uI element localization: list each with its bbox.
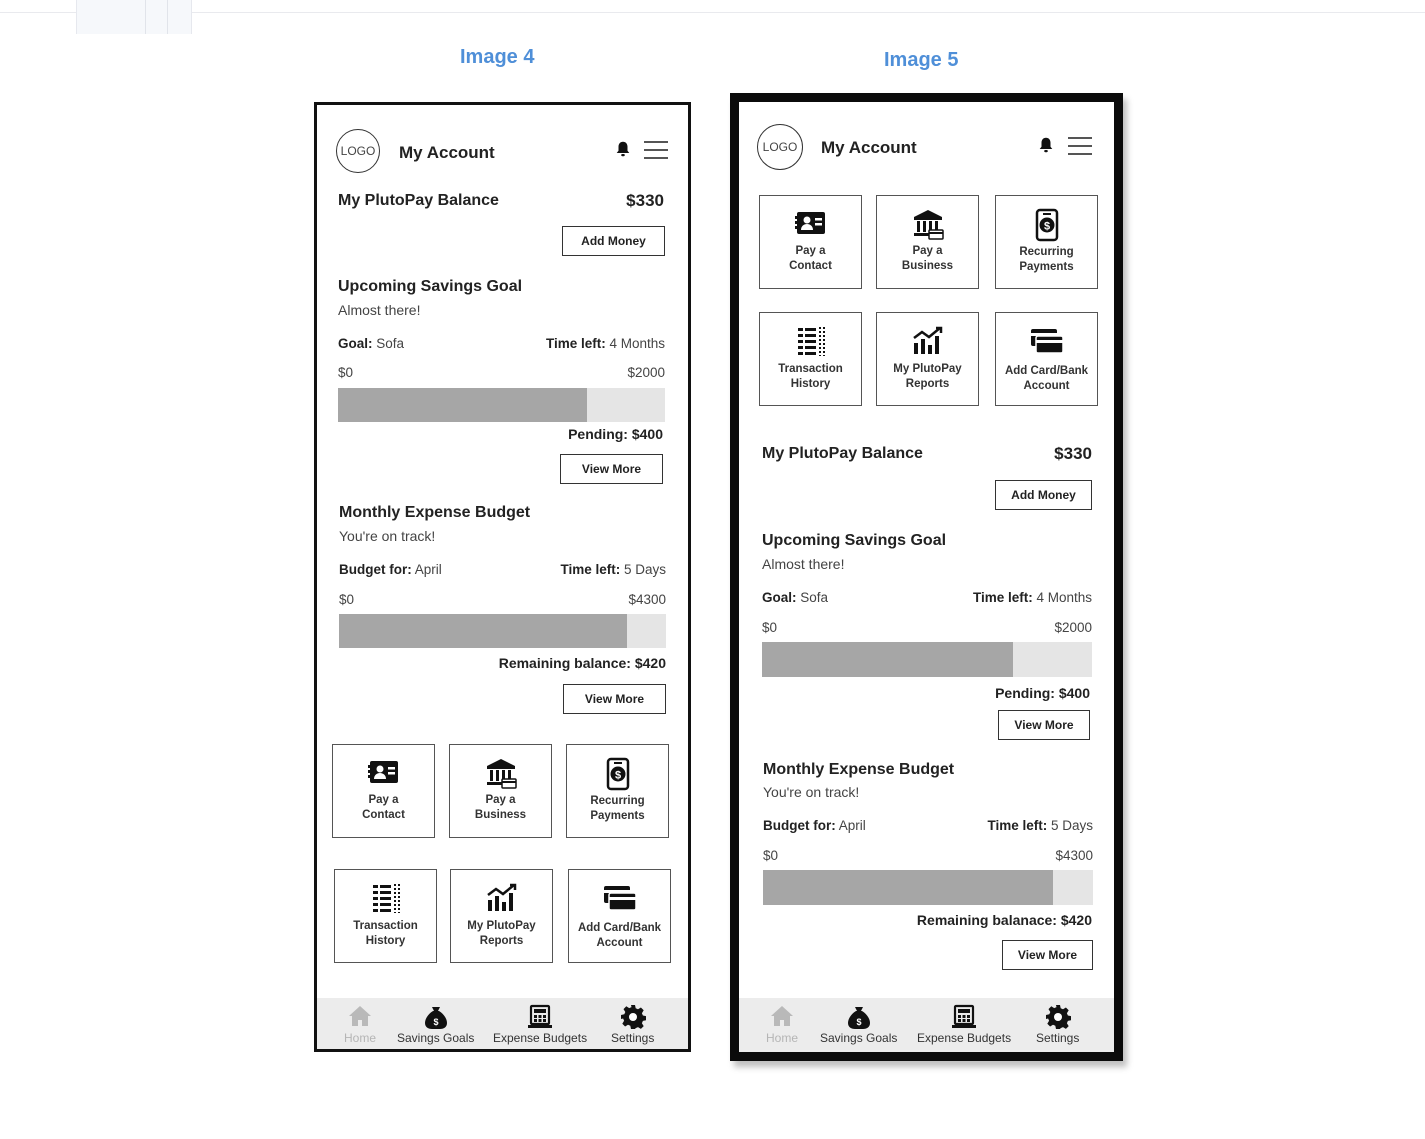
add-card-bank-tile[interactable]: Add Card/Bank Account	[995, 312, 1098, 406]
chart-icon	[911, 325, 945, 357]
savings-goal-name: Goal: Sofa	[338, 336, 405, 351]
gear-icon	[1045, 1004, 1071, 1030]
reports-tile[interactable]: My PlutoPay Reports	[876, 312, 979, 406]
recurring-payment-icon	[1032, 208, 1062, 242]
logo: LOGO	[757, 124, 803, 170]
budget-progress-fill	[339, 614, 627, 648]
bottom-nav	[739, 998, 1114, 1052]
savings-view-more-button[interactable]: View More	[560, 454, 663, 484]
bell-icon[interactable]	[614, 140, 632, 158]
savings-pending: Pending: $400	[995, 685, 1090, 701]
reports-tile[interactable]: My PlutoPay Reports	[450, 869, 553, 963]
budget-progress-fill	[763, 870, 1053, 905]
recurring-payment-icon	[603, 757, 633, 791]
pay-business-tile[interactable]: Pay a Business	[449, 744, 552, 838]
add-card-bank-tile[interactable]: Add Card/Bank Account	[568, 869, 671, 963]
phone-mockup-image-5	[730, 93, 1123, 1061]
budget-max: $4300	[1055, 848, 1093, 863]
nav-home[interactable]: Home	[344, 1004, 376, 1045]
logo: LOGO	[336, 129, 380, 173]
savings-progress-fill	[338, 388, 587, 422]
budget-month: Budget for: April	[763, 818, 866, 833]
budget-time-left: Time left: 5 Days	[987, 818, 1093, 833]
home-icon	[769, 1004, 795, 1028]
top-thumbnail-strip	[76, 0, 192, 34]
pay-business-tile[interactable]: Pay a Business	[876, 195, 979, 289]
savings-min: $0	[338, 365, 354, 380]
savings-progress-bar	[762, 642, 1092, 677]
home-icon	[347, 1004, 373, 1028]
gear-icon	[620, 1004, 646, 1030]
transaction-history-tile[interactable]: Transaction History	[759, 312, 862, 406]
add-money-button[interactable]: Add Money	[562, 226, 665, 256]
pay-contact-tile[interactable]: Pay a Contact	[332, 744, 435, 838]
list-icon	[369, 882, 403, 914]
image-5-label: Image 5	[884, 49, 959, 71]
savings-goal-status: Almost there!	[338, 302, 421, 318]
cards-icon	[602, 882, 638, 914]
balance-label: My PlutoPay Balance	[338, 192, 499, 209]
balance-label: My PlutoPay Balance	[762, 445, 923, 462]
budget-max: $4300	[628, 592, 666, 607]
budget-progress-bar	[763, 870, 1093, 905]
list-icon	[794, 325, 828, 357]
money-bag-icon	[846, 1004, 872, 1030]
hamburger-menu-icon[interactable]	[1068, 137, 1092, 155]
savings-max: $2000	[1054, 620, 1092, 635]
bottom-nav	[317, 998, 688, 1052]
savings-min: $0	[762, 620, 778, 635]
budget-progress-bar	[339, 614, 666, 648]
budget-status: You're on track!	[763, 784, 860, 800]
balance-amount: $330	[1054, 444, 1092, 463]
savings-progress-fill	[762, 642, 1013, 677]
page-title: My Account	[821, 138, 917, 157]
budget-title: Monthly Expense Budget	[763, 761, 955, 778]
budget-title: Monthly Expense Budget	[339, 504, 531, 521]
calculator-icon	[527, 1004, 553, 1030]
image-4-label: Image 4	[460, 46, 535, 68]
transaction-history-tile[interactable]: Transaction History	[334, 869, 437, 963]
phone-mockup-image-4	[314, 102, 691, 1052]
nav-home[interactable]: Home	[766, 1004, 798, 1045]
savings-goal-status: Almost there!	[762, 556, 845, 572]
bank-icon	[484, 757, 518, 789]
savings-time-left: Time left: 4 Months	[545, 336, 665, 351]
savings-max: $2000	[627, 365, 665, 380]
nav-expense-budgets[interactable]: Expense Budgets	[917, 1004, 1011, 1045]
savings-pending: Pending: $400	[568, 426, 663, 442]
contact-card-icon	[367, 757, 401, 787]
hamburger-menu-icon[interactable]	[644, 141, 668, 159]
nav-savings-goals[interactable]: Savings Goals	[820, 1004, 897, 1045]
contact-card-icon	[794, 208, 828, 238]
budget-view-more-button[interactable]: View More	[1002, 940, 1093, 970]
savings-time-left: Time left: 4 Months	[972, 590, 1092, 605]
budget-min: $0	[763, 848, 779, 863]
budget-remaining: Remaining balance: $420	[498, 655, 666, 671]
money-bag-icon	[423, 1004, 449, 1030]
budget-month: Budget for: April	[339, 562, 442, 577]
savings-goal-name: Goal: Sofa	[762, 590, 829, 605]
cards-icon	[1029, 325, 1065, 357]
savings-goal-title: Upcoming Savings Goal	[338, 278, 523, 295]
nav-settings[interactable]: Settings	[611, 1004, 654, 1045]
recurring-payments-tile[interactable]: Recurring Payments	[566, 744, 669, 838]
budget-time-left: Time left: 5 Days	[560, 562, 666, 577]
budget-view-more-button[interactable]: View More	[563, 684, 666, 714]
savings-goal-title: Upcoming Savings Goal	[762, 532, 947, 549]
chart-icon	[485, 882, 519, 914]
bank-icon	[911, 208, 945, 240]
savings-view-more-button[interactable]: View More	[998, 710, 1090, 740]
balance-amount: $330	[626, 191, 664, 210]
calculator-icon	[951, 1004, 977, 1030]
top-divider	[0, 12, 1425, 13]
recurring-payments-tile[interactable]: Recurring Payments	[995, 195, 1098, 289]
savings-progress-bar	[338, 388, 665, 422]
nav-expense-budgets[interactable]: Expense Budgets	[493, 1004, 587, 1045]
budget-status: You're on track!	[339, 528, 436, 544]
nav-savings-goals[interactable]: Savings Goals	[397, 1004, 474, 1045]
budget-min: $0	[339, 592, 355, 607]
budget-remaining: Remaining balanace: $420	[916, 912, 1092, 928]
page-title: My Account	[399, 143, 495, 162]
bell-icon[interactable]	[1037, 136, 1055, 154]
nav-settings[interactable]: Settings	[1036, 1004, 1079, 1045]
pay-contact-tile[interactable]: Pay a Contact	[759, 195, 862, 289]
add-money-button[interactable]: Add Money	[995, 480, 1092, 510]
